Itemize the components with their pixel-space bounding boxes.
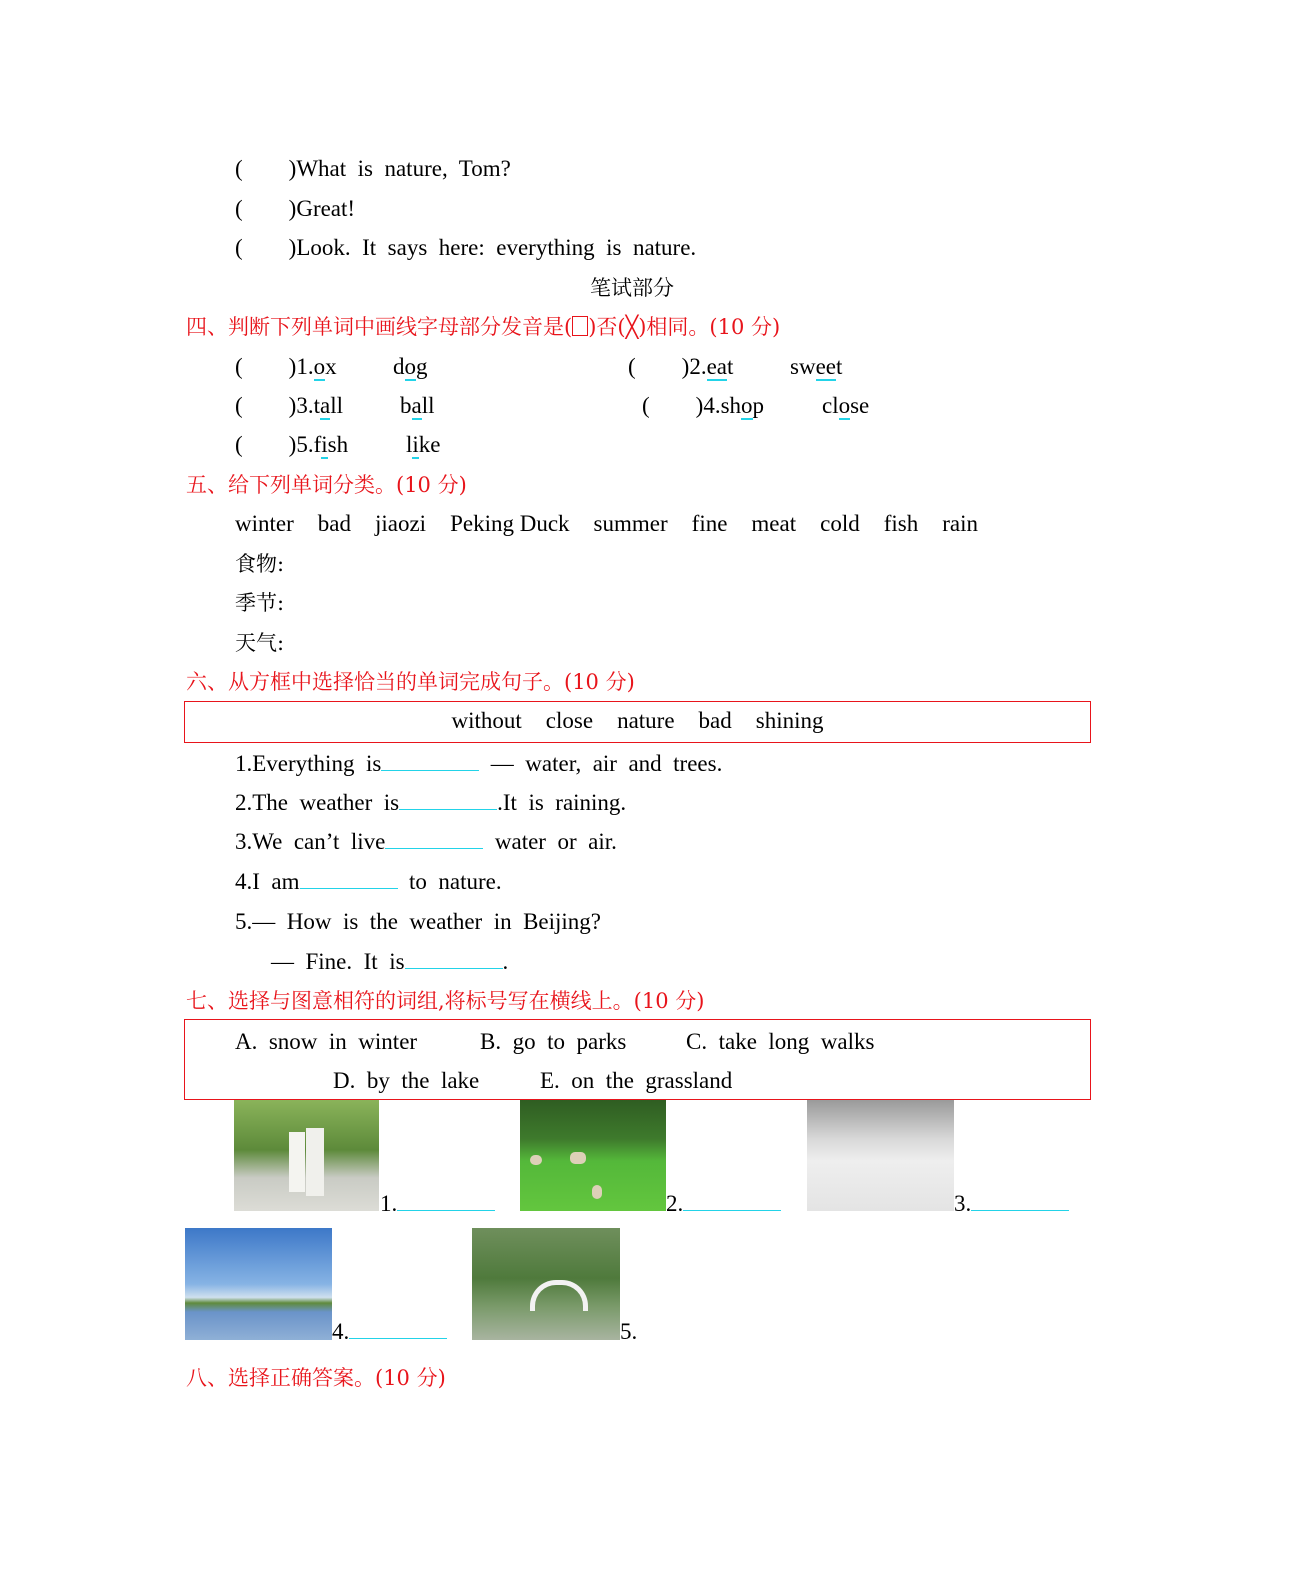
underlined-letters: o (313, 354, 326, 379)
answer-blank[interactable] (349, 1318, 447, 1339)
box-word: bad (698, 708, 732, 733)
phonics-item: ( )1.ox (235, 354, 337, 379)
box-word: without (451, 708, 522, 733)
underlined-letters: o (838, 393, 851, 418)
answer-blank[interactable] (399, 789, 497, 810)
word-list (235, 510, 1002, 538)
answer-blank[interactable] (300, 868, 398, 889)
box-word: shining (755, 708, 824, 733)
answer-paren[interactable]: ( ) (235, 235, 297, 260)
answer-paren[interactable]: ( ) (628, 354, 690, 379)
section4-title: 四、判断下列单词中画线字母部分发音是( )否(╳)相同。(10 分) (186, 315, 781, 339)
dialogue-line-3 (235, 234, 696, 262)
word-item: fish (883, 511, 919, 536)
dialogue-text: What is nature, Tom? (296, 156, 511, 181)
sentence-5-question: 5.— How is the weather in Beijing? (235, 909, 602, 934)
phonics-item: ( )4.shop (642, 393, 765, 418)
category-food: 食物: (235, 552, 285, 576)
box-word: nature (617, 708, 675, 733)
word-item: summer (593, 511, 668, 536)
checkbox-icon (572, 316, 588, 336)
phonics-item: ( )5.fish (235, 432, 349, 457)
sentence-4: 4.I am to nature. (235, 869, 502, 894)
answer-blank[interactable] (405, 948, 503, 969)
answer-paren[interactable]: ( ) (642, 393, 704, 418)
sentence-3: 3.We can’t live water or air. (235, 829, 617, 854)
word-item: meat (751, 511, 797, 536)
answer-blank[interactable] (385, 828, 483, 849)
option-d: D. by the lake (333, 1068, 480, 1093)
picture-grassland (520, 1100, 666, 1211)
sentence-1: 1.Everything is — water, air and trees. (235, 751, 723, 776)
word-item: winter (235, 511, 294, 536)
underlined-letters: ea (706, 354, 727, 379)
option-a: A. snow in winter (235, 1029, 418, 1054)
answer-blank[interactable] (971, 1190, 1069, 1211)
category-weather: 天气: (235, 631, 285, 655)
section5-title: 五、给下列单词分类。(10 分) (186, 473, 467, 497)
dialogue-line-2 (235, 195, 355, 223)
phonics-compare-word: sweet (790, 354, 843, 379)
answer-paren[interactable]: ( ) (235, 393, 297, 418)
phonics-compare-word: close (822, 393, 870, 418)
answer-paren[interactable]: ( ) (235, 196, 297, 221)
option-b: B. go to parks (480, 1029, 627, 1054)
option-c: C. take long walks (686, 1029, 875, 1054)
picture-park (472, 1228, 620, 1340)
dialogue-text: Great! (296, 196, 356, 221)
word-box (184, 701, 1091, 743)
underlined-letters: a (319, 393, 331, 418)
underlined-letters: ee (815, 354, 836, 379)
option-e: E. on the grassland (540, 1068, 733, 1093)
answer-paren[interactable]: ( ) (235, 432, 297, 457)
word-item: jiaozi (374, 511, 427, 536)
underlined-letters: o (741, 393, 753, 418)
answer-blank[interactable] (397, 1190, 495, 1211)
answer-blank[interactable] (683, 1190, 781, 1211)
picture-3-answer: 3. (954, 1190, 1069, 1218)
word-item: rain (942, 511, 978, 536)
word-item: bad (317, 511, 351, 536)
options-box (184, 1019, 1091, 1100)
picture-5-answer: 5. (620, 1319, 638, 1344)
picture-4-answer: 4. (332, 1318, 447, 1346)
phonics-compare-word: dog (393, 354, 428, 379)
section8-title: 八、选择正确答案。(10 分) (186, 1366, 446, 1390)
underlined-letters: i (412, 432, 419, 457)
word-item: cold (820, 511, 860, 536)
word-item: fine (691, 511, 728, 536)
underlined-letters: o (404, 354, 416, 379)
box-word: close (545, 708, 594, 733)
section7-title: 七、选择与图意相符的词组,将标号写在横线上。(10 分) (186, 989, 705, 1013)
sentence-2: 2.The weather is .It is raining. (235, 790, 627, 815)
category-season: 季节: (235, 591, 285, 615)
picture-lake (185, 1228, 332, 1340)
phonics-item: ( )2.eat (628, 354, 734, 379)
picture-2-answer: 2. (666, 1190, 781, 1218)
phonics-compare-word: like (406, 432, 441, 457)
answer-blank[interactable] (381, 750, 479, 771)
answer-paren[interactable]: ( ) (235, 156, 297, 181)
picture-1-answer: 1. (380, 1190, 495, 1218)
picture-snow (807, 1100, 954, 1211)
underlined-letters: a (411, 393, 422, 418)
picture-walk (234, 1100, 379, 1211)
answer-paren[interactable]: ( ) (235, 354, 297, 379)
word-item: Peking Duck (450, 511, 570, 536)
dialogue-line-1 (235, 155, 511, 183)
phonics-compare-word: ball (400, 393, 435, 418)
sentence-5-answer: — Fine. It is . (271, 949, 509, 974)
section6-title: 六、从方框中选择恰当的单词完成句子。(10 分) (186, 670, 635, 694)
written-part-title: 笔试部分 (590, 276, 674, 300)
phonics-item: ( )3.tall (235, 393, 343, 418)
dialogue-text: Look. It says here: everything is nature. (296, 235, 697, 260)
underlined-letters: i (321, 432, 328, 457)
